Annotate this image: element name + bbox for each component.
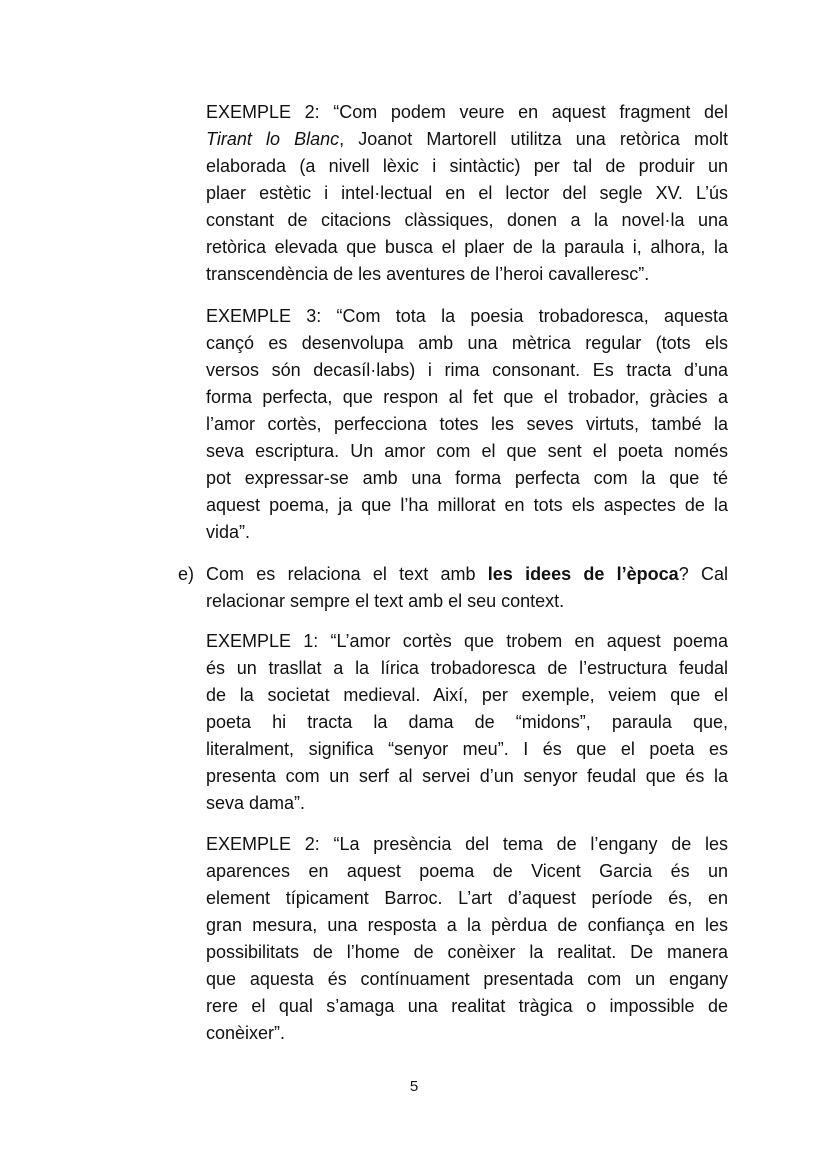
text-fragment: , Joanot Martorell utilitza una retòrica molt [339,129,728,149]
text-line: conèixer”. [206,1023,286,1043]
text-line: és un trasllat a la lírica trobadoresca de l’estructura feudal [206,658,728,678]
text-line: transcendència de les aventures de l’heroi cavalleresc”. [206,264,650,284]
text-line: cançó es desenvolupa amb una mètrica regular (tots els [206,333,728,353]
text-line [206,561,728,588]
text-line: elaborada (a nivell lèxic i sintàctic) per tal de produir un [206,156,728,176]
text-line: relacionar sempre el text amb el seu context. [206,591,565,611]
text-line: pot expressar-se amb una forma perfecta com la que té [206,468,728,488]
text-line: seva dama”. [206,793,306,813]
text-line: l’amor cortès, perfecciona totes les seves virtuts, també la [206,414,728,434]
bold-phrase: les idees de l’època [487,564,679,584]
example-3-paragraph [206,303,728,546]
example-2-tirant-paragraph [206,99,728,288]
text-line: EXEMPLE 1: “L’amor cortès que trobem en aquest poema [206,631,728,651]
text-line: literalment, significa “senyor meu”. I és que el poeta es [206,739,728,759]
text-line: de la societat medieval. Així, per exemple, veiem que el [206,685,728,705]
text-line: element típicament Barroc. L’art d’aquest període és, en [206,888,728,908]
text-line: aquest poema, ja que l’ha millorat en tots els aspectes de la [206,495,728,515]
text-line: vida”. [206,522,251,542]
text-line: EXEMPLE 2: “La presència del tema de l’engany de les [206,834,728,854]
text-line: EXEMPLE 3: “Com tota la poesia trobadoresca, aquesta [206,306,728,326]
text-line: seva escriptura. Un amor com el que sent el poeta només [206,441,728,461]
text-line: possibilitats de l’home de conèixer la realitat. De manera [206,942,728,962]
italic-title: Tirant lo Blanc [206,129,340,149]
text-line: forma perfecta, que respon al fet que el trobador, gràcies a [206,387,728,407]
text-line: que aquesta és contínuament presentada com un engany [206,969,728,989]
text-line [206,126,728,153]
text-line: plaer estètic i intel·lectual en el lector del segle XV. L’ús [206,183,728,203]
example-1-paragraph [206,628,728,817]
text-fragment: Com es relaciona el text amb [206,564,488,584]
text-fragment: ? Cal [678,564,728,584]
text-line: versos són decasíl·labs) i rima consonant. Es tracta d’una [206,360,728,380]
text-line: rere el qual s’amaga una realitat tràgica o impossible de [206,996,728,1016]
question-marker: e) [178,564,195,584]
question-e-paragraph [206,561,728,615]
text-line: gran mesura, una resposta a la pèrdua de confiança en les [206,915,728,935]
text-line: presenta com un serf al servei d’un senyor feudal que és la [206,766,728,786]
text-line: retòrica elevada que busca el plaer de la paraula i, alhora, la [206,237,728,257]
text-line: constant de citacions clàssiques, donen a la novel·la una [206,210,728,230]
example-2-barroc-paragraph [206,831,728,1047]
text-line: aparences en aquest poema de Vicent Garcia és un [206,861,728,881]
text-line: EXEMPLE 2: “Com podem veure en aquest fragment del [206,102,728,122]
page-number: 5 [409,1078,419,1095]
text-line: poeta hi tracta la dama de “midons”, paraula que, [206,712,728,732]
